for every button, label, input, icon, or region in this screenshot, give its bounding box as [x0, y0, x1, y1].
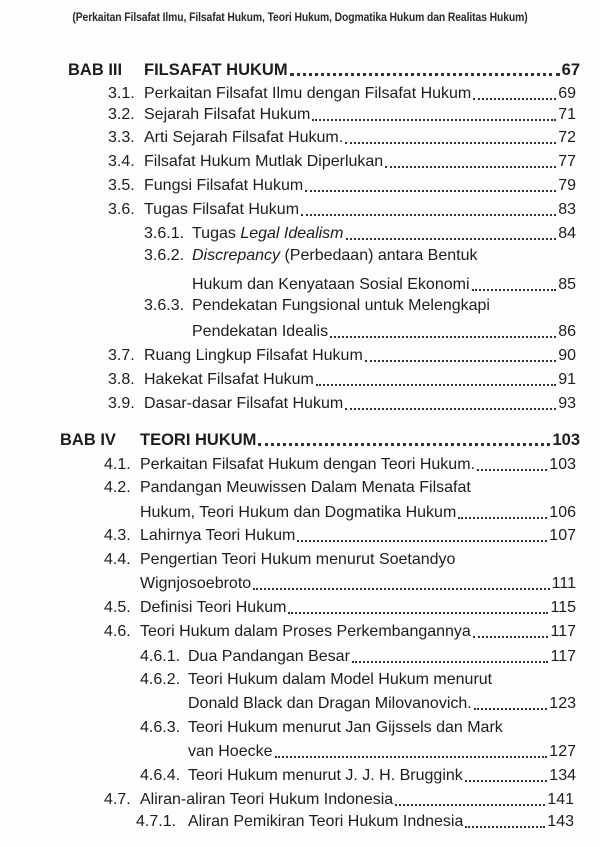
entry-title-continuation: Hukum dan Kenyataan Sosial Ekonomi	[192, 276, 470, 293]
entry-number: 4.6.	[104, 623, 131, 640]
entry-number: 4.6.1.	[140, 648, 181, 665]
entry-number: 4.7.	[104, 791, 131, 808]
entry-title-continuation: Wignjosoebroto	[140, 575, 252, 592]
entry-title: Teori Hukum dalam Proses Perkembangannya	[140, 623, 471, 640]
toc-entry-3-8[interactable]	[108, 370, 576, 390]
entry-number: 4.4.	[104, 551, 131, 568]
entry-number: 4.6.4.	[140, 767, 181, 784]
chapter-number: BAB IV	[60, 431, 116, 449]
dot-leader	[290, 73, 560, 76]
entry-title: Filsafat Hukum Mutlak Diperlukan	[144, 153, 384, 170]
page-number: 69	[558, 85, 576, 102]
page-number: 107	[549, 527, 576, 544]
chapter-title: FILSAFAT HUKUM	[144, 61, 288, 79]
toc-entry-4-6-2-line1[interactable]	[140, 670, 492, 690]
chapter-title: TEORI HUKUM	[140, 431, 257, 449]
page-number: 79	[558, 177, 576, 194]
entry-number: 4.1.	[104, 456, 131, 473]
dot-leader	[345, 142, 556, 144]
entry-number: 3.3.	[108, 129, 135, 146]
toc-entry-4-1[interactable]	[104, 455, 576, 475]
entry-number: 3.9.	[108, 395, 135, 412]
toc-entry-4-3[interactable]	[104, 526, 576, 546]
toc-entry-4-4[interactable]	[140, 574, 576, 594]
page-number: 84	[558, 225, 576, 242]
dot-leader	[312, 119, 556, 121]
dot-leader	[465, 826, 545, 828]
dot-leader	[253, 588, 550, 590]
entry-number: 3.1.	[108, 85, 135, 102]
dot-leader	[395, 804, 545, 806]
dot-leader	[297, 540, 547, 542]
page-number: 71	[558, 106, 576, 123]
entry-number: 3.7.	[108, 347, 135, 364]
dot-leader	[258, 443, 550, 446]
page-number: 106	[549, 504, 576, 521]
entry-title: Pendekatan Fungsional untuk Melengkapi	[192, 297, 490, 314]
dot-leader	[477, 469, 547, 471]
entry-title: Arti Sejarah Filsafat Hukum.	[144, 129, 344, 146]
dot-leader	[474, 708, 548, 710]
entry-title-italic: Discrepancy	[192, 247, 281, 264]
toc-entry-3-7[interactable]	[108, 346, 576, 366]
toc-entry-4-2[interactable]	[140, 503, 576, 523]
entry-title-text: Tugas	[192, 225, 241, 242]
toc-entry-4-6[interactable]	[104, 622, 576, 642]
page-number: 127	[549, 743, 576, 760]
dot-leader	[472, 289, 557, 291]
entry-title: Aliran-aliran Teori Hukum Indonesia	[140, 791, 394, 808]
toc-entry-4-6-2[interactable]	[188, 694, 576, 714]
entry-number: 3.5.	[108, 177, 135, 194]
dot-leader	[330, 336, 556, 338]
entry-number: 4.6.3.	[140, 719, 181, 736]
entry-title: Teori Hukum menurut J. J. H. Bruggink	[188, 767, 463, 784]
page-number: 86	[558, 323, 576, 340]
entry-title: Fungsi Filsafat Hukum	[144, 177, 304, 194]
dot-leader	[345, 408, 556, 410]
toc-entry-3-4[interactable]	[108, 152, 576, 172]
entry-title: Definisi Teori Hukum	[140, 599, 287, 616]
toc-entry-4-6-1[interactable]	[140, 647, 576, 667]
dot-leader	[288, 612, 548, 614]
page-number: 117	[550, 623, 576, 640]
entry-title-text: (Perbedaan) antara Bentuk	[280, 247, 478, 264]
page-number: 111	[551, 575, 576, 592]
page-number: 141	[547, 791, 574, 808]
entry-title: Teori Hukum dalam Model Hukum menurut	[188, 671, 493, 688]
entry-title: Teori Hukum menurut Jan Gijssels dan Mark	[188, 719, 503, 736]
page-number: 143	[547, 813, 574, 830]
entry-number: 4.5.	[104, 599, 131, 616]
entry-title: Pengertian Teori Hukum menurut Soetandyo	[140, 551, 456, 568]
entry-number: 3.8.	[108, 371, 135, 388]
toc-entry-4-6-3-line1[interactable]	[140, 718, 503, 738]
toc-entry-3-1[interactable]	[108, 84, 576, 104]
toc-chapter-3[interactable]	[68, 60, 580, 80]
toc-entry-3-6-2[interactable]	[192, 275, 576, 295]
toc-entry-4-2-line1[interactable]	[104, 478, 471, 498]
entry-title: Ruang Lingkup Filsafat Hukum	[144, 347, 363, 364]
page-number: 103	[552, 431, 580, 449]
dot-leader	[473, 98, 556, 100]
toc-entry-4-6-3[interactable]	[188, 742, 576, 762]
toc-entry-3-6-2-line1[interactable]	[144, 246, 478, 266]
page-number: 134	[549, 767, 576, 784]
dot-leader	[305, 190, 556, 192]
dot-leader	[346, 238, 557, 240]
entry-number: 4.7.1.	[136, 813, 177, 830]
entry-number: 3.4.	[108, 153, 135, 170]
toc-entry-3-9[interactable]	[108, 394, 576, 414]
toc-entry-4-7[interactable]	[104, 790, 574, 810]
entry-title-continuation: Pendekatan Idealis	[192, 323, 329, 340]
page-number: 85	[558, 276, 576, 293]
dot-leader	[458, 517, 547, 519]
entry-number: 4.6.2.	[140, 671, 181, 688]
entry-title: Dua Pandangan Besar	[188, 648, 350, 665]
page-number: 83	[558, 201, 576, 218]
entry-title: Aliran Pemikiran Teori Hukum Indnesia	[188, 813, 464, 830]
toc-entry-4-4-line1[interactable]	[104, 550, 455, 570]
page-number: 93	[558, 395, 576, 412]
toc-entry-3-2[interactable]	[108, 105, 576, 125]
page-number: 123	[549, 695, 576, 712]
page-number: 91	[558, 371, 576, 388]
page-number: 115	[550, 599, 576, 616]
toc-entry-3-5[interactable]	[108, 176, 576, 196]
dot-leader	[465, 780, 548, 782]
entry-number: 3.6.1.	[144, 225, 185, 242]
dot-leader	[275, 756, 548, 758]
dot-leader	[473, 636, 549, 638]
toc-entry-4-7-1[interactable]	[136, 812, 574, 832]
toc-entry-3-3[interactable]	[108, 128, 576, 148]
entry-number: 4.3.	[104, 527, 131, 544]
page-subtitle: (Perkaitan Filsafat Ilmu, Filsafat Hukum, Teori Hukum, Dogmatika Hukum dan Realitas Hukum)	[72, 12, 528, 24]
dot-leader	[352, 661, 549, 663]
entry-title: Tugas Filsafat Hukum	[144, 201, 300, 218]
entry-title-italic: Legal Idealism	[240, 225, 344, 242]
toc-entry-4-5[interactable]	[104, 598, 576, 618]
page-number: 67	[561, 61, 580, 79]
toc-entry-3-6-3-line1[interactable]	[144, 296, 490, 316]
toc-chapter-4[interactable]	[60, 430, 580, 450]
entry-title: Perkaitan Filsafat Hukum dengan Teori Hukum.	[140, 456, 475, 473]
page-number: 117	[550, 648, 576, 665]
entry-title: Pandangan Meuwissen Dalam Menata Filsafat	[140, 479, 471, 496]
entry-title	[192, 224, 344, 244]
entry-title: Perkaitan Filsafat Ilmu dengan Filsafat Hukum	[144, 85, 472, 102]
entry-number: 3.2.	[108, 106, 135, 123]
page-number: 72	[558, 129, 576, 146]
entry-title-continuation: van Hoecke	[188, 743, 273, 760]
toc-entry-4-6-4[interactable]	[140, 766, 576, 786]
entry-number: 4.2.	[104, 479, 131, 496]
page-number: 90	[558, 347, 576, 364]
entry-number: 3.6.2.	[144, 247, 185, 264]
dot-leader	[301, 214, 556, 216]
entry-number: 3.6.	[108, 201, 135, 218]
dot-leader	[385, 166, 556, 168]
entry-title-continuation: Hukum, Teori Hukum dan Dogmatika Hukum	[140, 504, 457, 521]
toc-entry-3-6[interactable]	[108, 200, 576, 220]
entry-title: Hakekat Filsafat Hukum	[144, 371, 314, 388]
entry-title: Dasar-dasar Filsafat Hukum	[144, 395, 344, 412]
entry-number: 3.6.3.	[144, 297, 185, 314]
entry-title: Sejarah Filsafat Hukum	[144, 106, 311, 123]
entry-title: Lahirnya Teori Hukum	[140, 527, 296, 544]
dot-leader	[316, 384, 556, 386]
dot-leader	[365, 360, 556, 362]
page-number: 103	[549, 456, 576, 473]
entry-title-continuation: Donald Black dan Dragan Milovanovich.	[188, 695, 472, 712]
toc-entry-3-6-3[interactable]	[192, 322, 576, 342]
toc-entry-3-6-1[interactable]	[144, 224, 576, 244]
chapter-number: BAB III	[68, 61, 123, 79]
page-number: 77	[558, 153, 576, 170]
